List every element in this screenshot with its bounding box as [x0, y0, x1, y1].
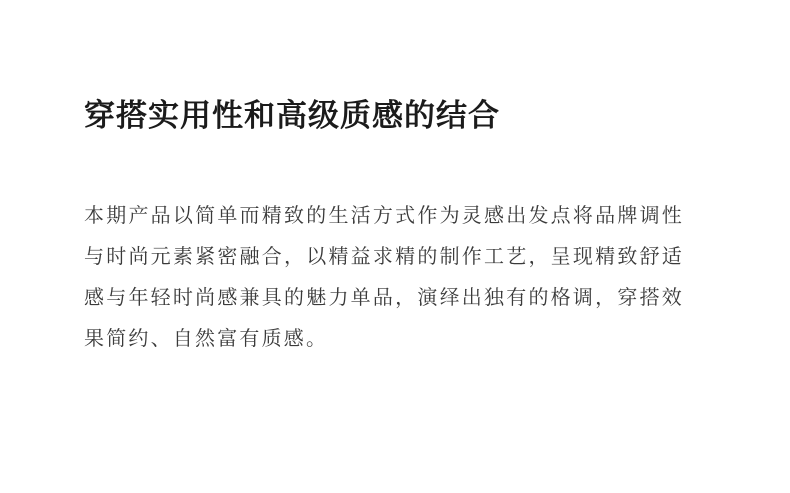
text-block: [84, 96, 694, 360]
page-title: 穿搭实用性和高级质感的结合: [84, 98, 500, 133]
body-paragraph: 本期产品以简单而精致的生活方式作为灵感出发点将品牌调性与时尚元素紧密融合，以精益求精的制作工艺，呈现精致舒适感与年轻时尚感兼具的魅力单品，演绎出独有的格调，穿搭效果简约、自然富有质感。: [84, 205, 684, 351]
